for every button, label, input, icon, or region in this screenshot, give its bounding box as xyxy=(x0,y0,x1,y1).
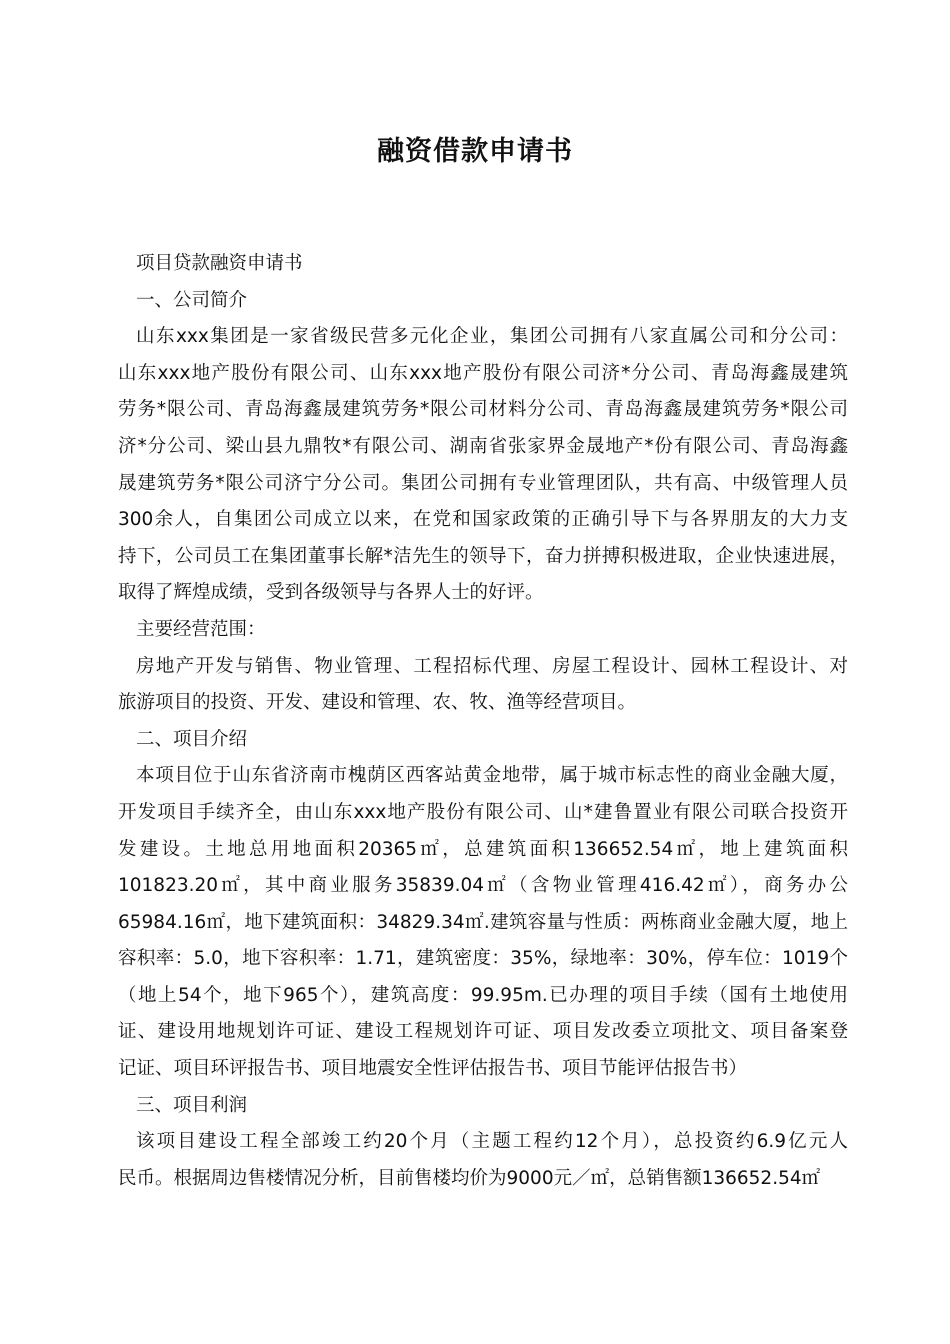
text-line: 主要经营范围： xyxy=(136,618,266,640)
text-line: 本项目位于山东省济南市槐荫区西客站黄金地带，属于城市标志性的商业金融大厦， xyxy=(136,765,848,787)
paragraph xyxy=(118,319,848,612)
text-line: 房地产开发与销售、物业管理、工程招标代理、房屋工程设计、园林工程设计、对 xyxy=(136,655,848,677)
text-line: 取得了辉煌成绩，受到各级领导与各界人士的好评。 xyxy=(118,582,544,604)
text-line: 旅游项目的投资、开发、建设和管理、农、牧、渔等经营项目。 xyxy=(118,692,637,714)
text-line: 持下，公司员工在集团董事长解*洁先生的领导下，奋力拼搏积极进取，企业快速进展， xyxy=(118,545,848,567)
paragraph xyxy=(118,1124,848,1197)
paragraph xyxy=(118,758,848,1087)
text-line: 300余人，自集团公司成立以来，在党和国家政策的正确引导下与各界朋友的大力支 xyxy=(118,509,848,531)
text-line: 项目贷款融资申请书 xyxy=(136,253,303,274)
text-line: 开发项目手续齐全，由山东xxx地产股份有限公司、山*建鲁置业有限公司联合投资开 xyxy=(118,801,848,823)
document-title: 融资借款申请书 xyxy=(377,136,573,167)
paragraph xyxy=(118,649,848,722)
paragraph xyxy=(118,722,848,759)
text-line: 三、项目利润 xyxy=(136,1094,248,1116)
text-line: 山东xxx地产股份有限公司、山东xxx地产股份有限公司济*分公司、青岛海鑫晟建筑 xyxy=(118,362,848,384)
paragraph xyxy=(118,612,848,649)
text-line: 101823.20㎡，其中商业服务35839.04㎡（含物业管理416.42㎡），商务办公 xyxy=(118,875,848,897)
paragraph xyxy=(118,246,848,283)
text-line: 证、建设用地规划许可证、建设工程规划许可证、项目发改委立项批文、项目备案登 xyxy=(118,1021,848,1043)
text-line: 二、项目介绍 xyxy=(136,728,248,750)
text-line: 晟建筑劳务*限公司济宁分公司。集团公司拥有专业管理团队，共有高、中级管理人员 xyxy=(118,472,848,494)
text-line: 容积率：5.0，地下容积率：1.71，建筑密度：35%，绿地率：30%，停车位：1019个 xyxy=(118,948,848,970)
text-line: 记证、项目环评报告书、项目地震安全性评估报告书、项目节能评估报告书） xyxy=(118,1058,748,1080)
text-line: 劳务*限公司、青岛海鑫晟建筑劳务*限公司材料分公司、青岛海鑫晟建筑劳务*限公司 xyxy=(118,399,848,421)
paragraph xyxy=(118,283,848,320)
text-line: 民币。根据周边售楼情况分析，目前售楼均价为9000元／㎡，总销售额136652.54㎡ xyxy=(118,1167,821,1189)
text-line: 济*分公司、梁山县九鼎牧*有限公司、湖南省张家界金晟地产*份有限公司、青岛海鑫 xyxy=(118,435,848,457)
text-line: 山东xxx集团是一家省级民营多元化企业，集团公司拥有八家直属公司和分公司： xyxy=(136,326,848,348)
paragraph xyxy=(118,1088,848,1125)
text-line: 一、公司简介 xyxy=(136,289,248,311)
document-body xyxy=(118,246,848,1197)
text-line: （地上54个，地下965个），建筑高度：99.95m.已办理的项目手续（国有土地使用 xyxy=(118,984,848,1006)
text-line: 该项目建设工程全部竣工约20个月（主题工程约12个月），总投资约6.9亿元人 xyxy=(136,1131,848,1153)
text-line: 发建设。土地总用地面积20365㎡，总建筑面积136652.54㎡，地上建筑面积 xyxy=(118,838,848,860)
text-line: 65984.16㎡，地下建筑面积：34829.34㎡.建筑容量与性质：两栋商业金融大厦，地上 xyxy=(118,911,848,933)
